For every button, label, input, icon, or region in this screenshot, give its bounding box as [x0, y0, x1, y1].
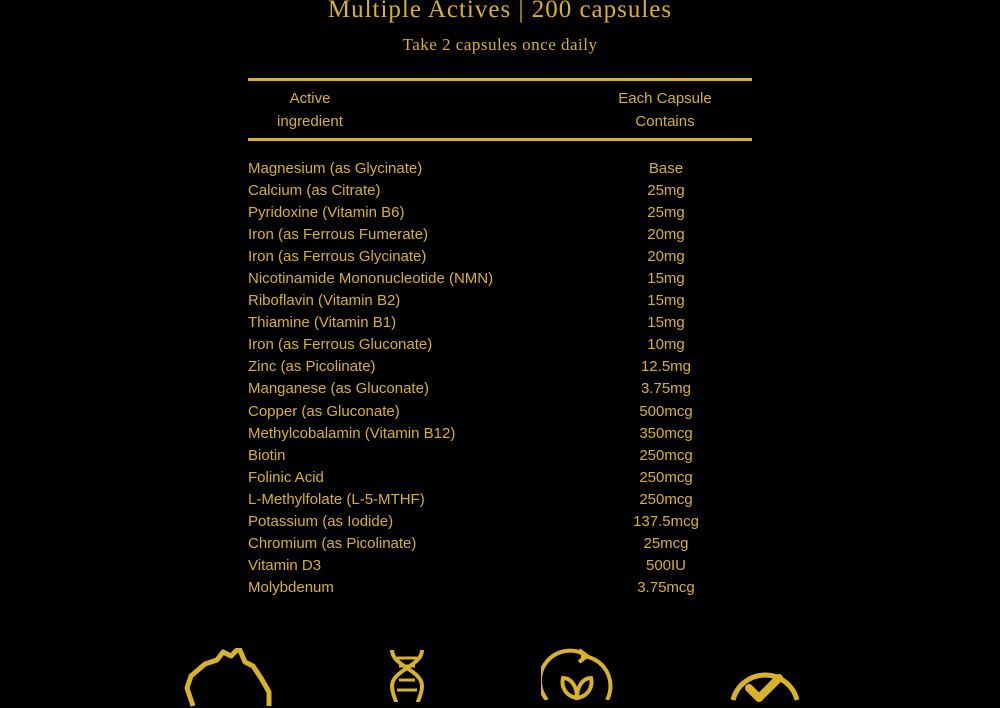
ingredient-name: Folinic Acid [248, 468, 324, 486]
header-each-capsule [600, 87, 730, 133]
ingredient-name: Copper (as Gluconate) [248, 402, 400, 420]
ingredient-name: Molybdenum [248, 578, 334, 596]
header-left-line-2: ingredient [277, 113, 343, 130]
ingredient-amount: 25mg [647, 182, 685, 200]
header-left-line-1: Active [289, 90, 331, 107]
ingredient-amount: 350mcg [639, 424, 693, 442]
table-row [248, 489, 752, 511]
table-row [248, 356, 752, 378]
ingredient-amount: 500mcg [639, 402, 693, 420]
ingredient-name: Zinc (as Picolinate) [248, 358, 376, 376]
check-circle-icon [729, 654, 801, 702]
ingredient-name: Iron (as Ferrous Gluconate) [248, 336, 433, 354]
ingredient-amount: 250mcg [639, 468, 693, 486]
ingredient-name: Manganese (as Gluconate) [248, 380, 429, 398]
ingredient-amount: 500IU [645, 556, 687, 574]
page-title: Multiple Actives | 200 capsules [327, 0, 673, 23]
header-right-line-1: Each Capsule [618, 90, 712, 107]
header-right-line-2: Contains [635, 113, 695, 130]
header-active-ingredient [262, 87, 358, 133]
ingredient-name: L-Methylfolate (L-5-MTHF) [248, 490, 425, 508]
ingredient-amount: 3.75mg [640, 380, 692, 398]
table-row [248, 334, 752, 356]
dna-icon [388, 650, 426, 702]
ingredient-name: Calcium (as Citrate) [248, 182, 381, 200]
ingredient-name: Chromium (as Picolinate) [248, 534, 417, 552]
table-row [248, 378, 752, 400]
ingredient-name: Methylcobalamin (Vitamin B12) [248, 424, 456, 442]
table-row [248, 312, 752, 334]
ingredient-name: Pyridoxine (Vitamin B6) [248, 204, 405, 222]
ingredient-list [248, 158, 752, 599]
ingredient-name: Potassium (as Iodide) [248, 512, 394, 530]
ingredient-name: Magnesium (as Glycinate) [248, 160, 423, 177]
table-row [248, 158, 752, 180]
ingredient-amount: 250mcg [639, 490, 693, 508]
ingredient-amount: 25mcg [643, 534, 689, 552]
ingredient-amount: Base [648, 160, 684, 177]
ingredient-name: Riboflavin (Vitamin B2) [248, 292, 401, 310]
ingredient-name: Iron (as Ferrous Glycinate) [248, 248, 427, 266]
ingredient-name: Thiamine (Vitamin B1) [248, 314, 397, 332]
table-row [248, 445, 752, 467]
table-bottom-rule [248, 138, 752, 141]
ingredient-amount: 10mg [647, 336, 685, 354]
ingredient-name: Iron (as Ferrous Fumerate) [248, 226, 429, 244]
table-row [248, 202, 752, 224]
ingredient-amount: 3.75mcg [637, 578, 695, 596]
ingredient-amount: 15mg [647, 292, 685, 310]
ingredient-amount: 12.5mg [640, 358, 692, 376]
ingredient-name: Biotin [248, 446, 286, 464]
table-row [248, 467, 752, 489]
table-row [248, 224, 752, 246]
ingredient-amount: 15mg [647, 314, 685, 332]
ingredient-amount: 250mcg [639, 446, 693, 464]
ingredient-amount: 25mg [647, 204, 685, 222]
table-row [248, 401, 752, 423]
ingredient-amount: 137.5mcg [633, 512, 699, 530]
table-row [248, 577, 752, 599]
table-row [248, 555, 752, 577]
table-row [248, 533, 752, 555]
table-row [248, 246, 752, 268]
table-row [248, 268, 752, 290]
ingredient-name: Vitamin D3 [248, 556, 322, 574]
ingredient-name: Nicotinamide Mononucleotide (NMN) [248, 270, 494, 288]
ingredient-amount: 20mg [647, 248, 685, 266]
australia-map-icon [183, 648, 273, 708]
ingredient-amount: 20mg [647, 226, 685, 244]
page-subtitle: Take 2 capsules once daily [402, 35, 598, 54]
recycle-leaf-icon [541, 648, 613, 700]
table-row [248, 290, 752, 312]
table-top-rule [248, 78, 752, 81]
ingredient-amount: 15mg [647, 270, 685, 288]
table-row [248, 180, 752, 202]
table-row [248, 423, 752, 445]
table-row [248, 511, 752, 533]
